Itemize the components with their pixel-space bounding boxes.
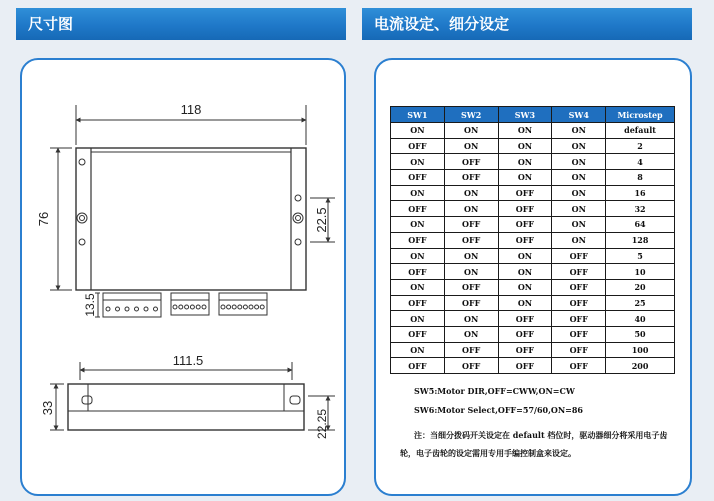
table-cell: ON — [552, 185, 606, 201]
table-cell: default — [606, 123, 675, 139]
table-cell: 10 — [606, 264, 675, 280]
table-cell: OFF — [391, 138, 445, 154]
table-cell: OFF — [444, 154, 498, 170]
side-view-body — [68, 384, 304, 430]
table-row — [391, 279, 675, 295]
table-cell: ON — [391, 279, 445, 295]
table-cell: ON — [498, 295, 552, 311]
terminal-pin — [227, 305, 231, 309]
table-cell: ON — [498, 123, 552, 139]
terminal-pin — [154, 307, 158, 311]
table-cell: OFF — [498, 217, 552, 233]
terminal-pin — [255, 305, 259, 309]
column-header: SW2 — [444, 107, 498, 123]
dim-top-height: 76 — [36, 211, 51, 227]
table-cell: OFF — [498, 311, 552, 327]
table-cell: ON — [391, 342, 445, 358]
sw6-note: SW6:Motor Select,OFF=57/60,ON=86 — [414, 405, 583, 415]
table-cell: OFF — [444, 279, 498, 295]
table-cell: OFF — [391, 201, 445, 217]
table-cell: OFF — [444, 358, 498, 374]
table-cell: 100 — [606, 342, 675, 358]
dimension-drawing-header: 尺寸图 — [16, 8, 346, 40]
terminal-pin — [185, 305, 189, 309]
table-cell: ON — [391, 217, 445, 233]
table-row — [391, 295, 675, 311]
table-cell: ON — [444, 248, 498, 264]
table-cell: OFF — [391, 295, 445, 311]
table-row — [391, 138, 675, 154]
table-cell: ON — [391, 154, 445, 170]
table-cell: ON — [444, 123, 498, 139]
table-cell: ON — [444, 311, 498, 327]
table-cell: 32 — [606, 201, 675, 217]
terminal-pin — [221, 305, 225, 309]
table-cell: ON — [552, 123, 606, 139]
table-cell: OFF — [552, 295, 606, 311]
default-remark: 注：当细分拨码开关设定在 default 档位时，驱动器细分将采用电子齿轮，电子齿轮的设定需用专用手编控制盒来设定。 — [400, 430, 668, 458]
table-row — [391, 154, 675, 170]
terminal-pin — [135, 307, 139, 311]
dim-bottom-width: 111.5 — [172, 353, 204, 368]
table-cell: 40 — [606, 311, 675, 327]
table-cell: ON — [498, 170, 552, 186]
table-cell: 8 — [606, 170, 675, 186]
table-cell: OFF — [444, 295, 498, 311]
table-cell: OFF — [498, 201, 552, 217]
table-cell: OFF — [498, 185, 552, 201]
terminal-pin — [260, 305, 264, 309]
table-row — [391, 170, 675, 186]
table-cell: 20 — [606, 279, 675, 295]
terminal-pin — [179, 305, 183, 309]
table-cell: ON — [444, 201, 498, 217]
terminal-block-1 — [103, 293, 161, 317]
terminal-block-2 — [171, 293, 209, 315]
table-cell: ON — [444, 326, 498, 342]
table-cell: 5 — [606, 248, 675, 264]
table-row — [391, 358, 675, 374]
terminal-pin — [116, 307, 120, 311]
terminal-pin — [144, 307, 148, 311]
dim-hole-offset: 22.5 — [314, 207, 329, 233]
table-cell: 50 — [606, 326, 675, 342]
table-row — [391, 123, 675, 139]
column-header: SW3 — [498, 107, 552, 123]
table-cell: ON — [391, 185, 445, 201]
table-cell: OFF — [552, 342, 606, 358]
table-cell: ON — [391, 311, 445, 327]
table-cell: ON — [391, 123, 445, 139]
terminal-block-3 — [219, 293, 267, 315]
table-cell: ON — [552, 201, 606, 217]
dim-top-width: 118 — [180, 102, 202, 117]
table-row — [391, 232, 675, 248]
table-row — [391, 201, 675, 217]
table-cell: OFF — [498, 342, 552, 358]
table-cell: 2 — [606, 138, 675, 154]
table-cell: 4 — [606, 154, 675, 170]
dim-bottom-height: 33 — [40, 400, 55, 416]
settings-header: 电流设定、细分设定 — [362, 8, 692, 40]
top-view-body — [76, 148, 306, 290]
sw5-note: SW5:Motor DIR,OFF=CWW,ON=CW — [414, 386, 575, 396]
terminal-pin — [106, 307, 110, 311]
table-row — [391, 264, 675, 280]
table-row — [391, 342, 675, 358]
table-cell: ON — [498, 138, 552, 154]
table-row — [391, 185, 675, 201]
table-row — [391, 248, 675, 264]
table-cell: OFF — [391, 358, 445, 374]
table-cell: OFF — [498, 358, 552, 374]
table-cell: ON — [552, 138, 606, 154]
table-cell: 25 — [606, 295, 675, 311]
table-cell: OFF — [444, 232, 498, 248]
table-cell: OFF — [552, 264, 606, 280]
table-cell: ON — [552, 154, 606, 170]
terminal-pin — [190, 305, 194, 309]
table-cell: ON — [391, 248, 445, 264]
column-header: SW1 — [391, 107, 445, 123]
terminal-pin — [196, 305, 200, 309]
table-cell: OFF — [552, 358, 606, 374]
terminal-pin — [202, 305, 206, 309]
terminal-pin — [243, 305, 247, 309]
terminal-pin — [232, 305, 236, 309]
table-cell: OFF — [444, 342, 498, 358]
table-cell: ON — [552, 170, 606, 186]
table-cell: OFF — [444, 170, 498, 186]
column-header: SW4 — [552, 107, 606, 123]
table-row — [391, 311, 675, 327]
table-cell: OFF — [552, 248, 606, 264]
table-cell: OFF — [552, 311, 606, 327]
table-row — [391, 217, 675, 233]
dim-terminal-height: 13.5 — [83, 293, 97, 317]
terminal-pin — [249, 305, 253, 309]
table-cell: OFF — [444, 217, 498, 233]
dim-bottom-offset: 22.25 — [315, 408, 329, 440]
table-cell: ON — [444, 185, 498, 201]
table-cell: OFF — [498, 326, 552, 342]
table-cell: OFF — [391, 170, 445, 186]
table-cell: 64 — [606, 217, 675, 233]
column-header: Microstep — [606, 107, 675, 123]
terminal-pin — [125, 307, 129, 311]
table-cell: ON — [444, 264, 498, 280]
table-cell: ON — [552, 217, 606, 233]
terminal-pin — [238, 305, 242, 309]
table-cell: OFF — [552, 326, 606, 342]
table-cell: ON — [498, 264, 552, 280]
table-cell: OFF — [391, 232, 445, 248]
table-cell: OFF — [391, 264, 445, 280]
table-cell: ON — [498, 154, 552, 170]
terminal-pin — [173, 305, 177, 309]
table-cell: ON — [552, 232, 606, 248]
microstep-switch-table — [390, 106, 675, 374]
table-cell: ON — [498, 248, 552, 264]
table-cell: ON — [498, 279, 552, 295]
table-row — [391, 326, 675, 342]
table-cell: OFF — [552, 279, 606, 295]
table-cell: 16 — [606, 185, 675, 201]
table-cell: OFF — [498, 232, 552, 248]
table-cell: 128 — [606, 232, 675, 248]
table-cell: OFF — [391, 326, 445, 342]
table-cell: 200 — [606, 358, 675, 374]
table-cell: ON — [444, 138, 498, 154]
